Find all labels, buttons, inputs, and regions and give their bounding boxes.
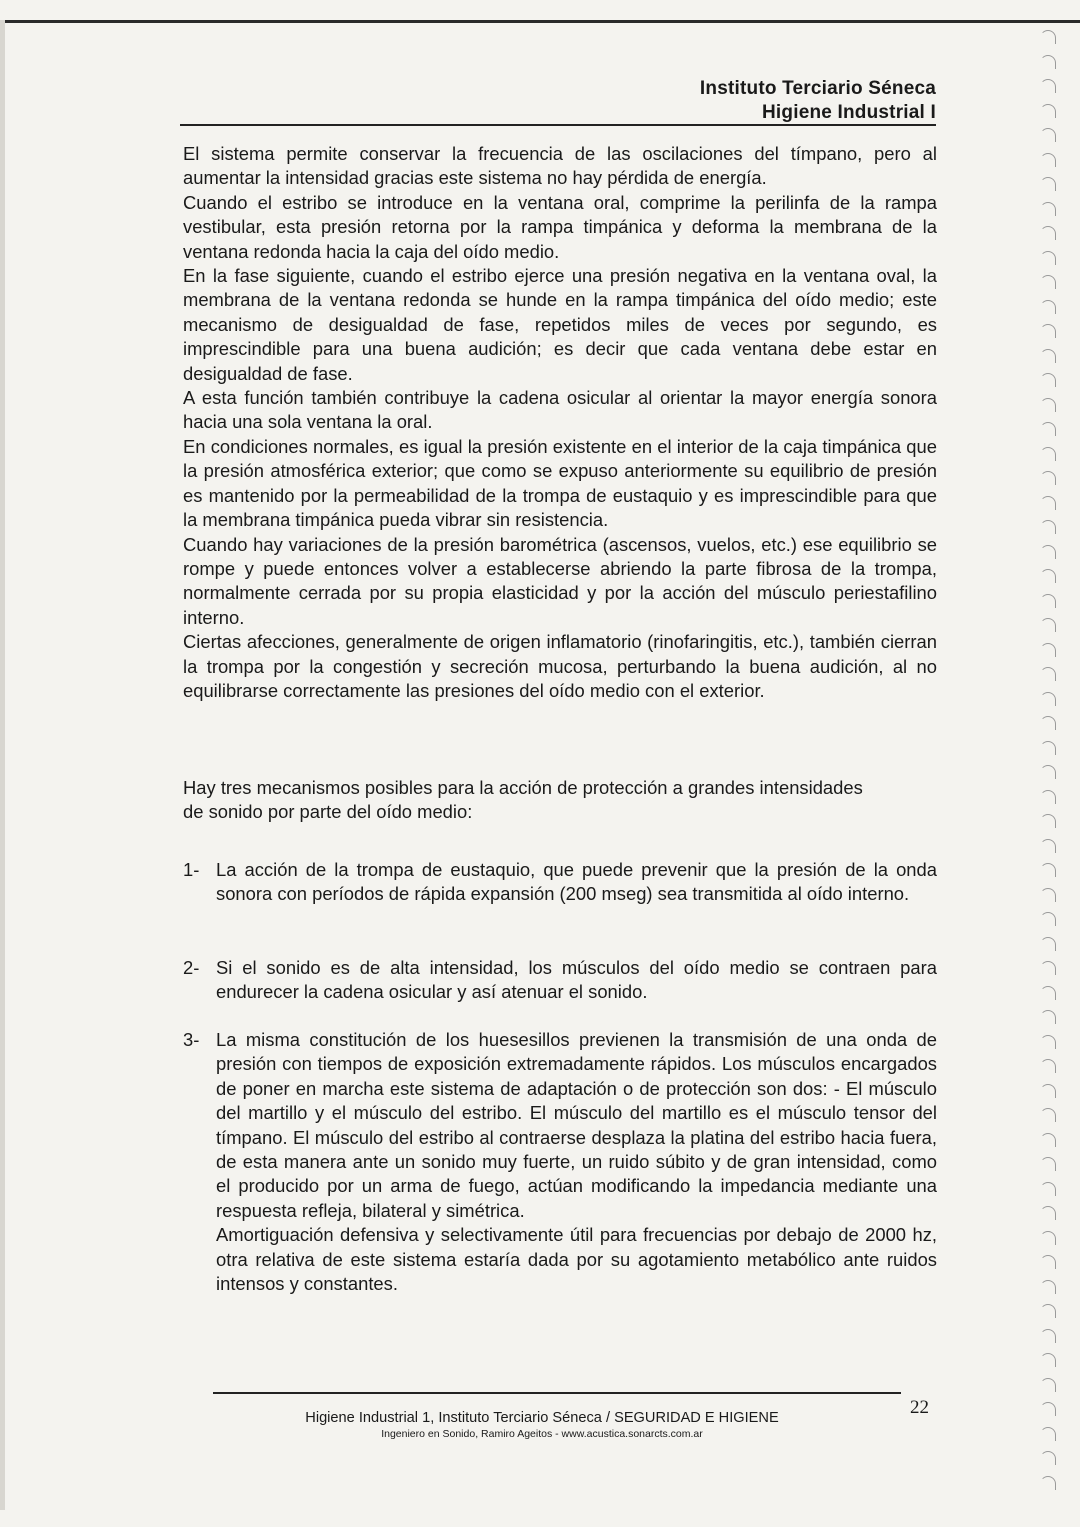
paragraph: En la fase siguiente, cuando el estribo ejerce una presión negativa en la ventana oval, la membrana de la ventana redonda se hunde en la rampa timpánica del oído medio; este mecanismo de desigualdad de fase, repetidos miles de veces por segundo, es imprescindible para una buena audición; es decir que cada ventana debe estar en desigualdad de fase. <box>183 265 937 384</box>
list-item-text <box>216 1028 937 1296</box>
list-item-paragraph: La misma constitución de los huesesillos previenen la transmisión de una onda de presión con tiempos de exposición extremadamente rápidos. Los músculos encargados de poner en marcha este sistema de adaptación o de protección son dos: - El músculo del martillo y el músculo del estribo. El músculo del martillo es el músculo tensor del tímpano. El músculo del estribo al contraerse desplaza la platina del estribo hacia fuera, de esta manera ante un sonido muy fuerte, un ruido súbito y de gran intensidad, como el producido por un arma de fuego, actúan modificando la impedancia mediante una respuesta refleja, bilateral y simétrica. <box>216 1029 937 1221</box>
body-text <box>183 142 937 703</box>
binding-ring <box>1040 398 1056 412</box>
binding-ring <box>1040 520 1056 534</box>
spiral-binding <box>1040 30 1066 1500</box>
list-item-number: 2- <box>183 957 200 978</box>
binding-ring <box>1040 275 1056 289</box>
binding-ring <box>1040 79 1056 93</box>
binding-ring <box>1040 594 1056 608</box>
binding-ring <box>1040 1476 1056 1490</box>
binding-ring <box>1040 1402 1056 1416</box>
binding-ring <box>1040 324 1056 338</box>
binding-ring <box>1040 912 1056 926</box>
binding-ring <box>1040 1182 1056 1196</box>
header-rule <box>180 124 936 126</box>
paragraph: El sistema permite conservar la frecuencia de las oscilaciones del tímpano, pero al aumentar la intensidad gracias este sistema no hay pérdida de energía. <box>183 143 937 189</box>
binding-ring <box>1040 1255 1056 1269</box>
binding-ring <box>1040 471 1056 485</box>
list-item-number: 1- <box>183 859 200 880</box>
binding-ring <box>1040 741 1056 755</box>
header-institute: Instituto Terciario Séneca <box>699 78 936 99</box>
paragraph: En condiciones normales, es igual la presión existente en el interior de la caja timpánica que la presión atmosférica exterior; que como se expuso anteriormente su equilibrio de presión es mantenido por la permeabilidad de la trompa de eustaquio y es imprescindible para que la membrana timpánica pueda vibrar sin resistencia. <box>183 435 937 531</box>
footer-author: Ingeniero en Sonido, Ramiro Ageitos - www.acustica.sonarcts.com.ar <box>381 1428 703 1440</box>
page-header <box>180 78 936 128</box>
binding-ring <box>1040 569 1056 583</box>
binding-ring <box>1040 177 1056 191</box>
binding-ring <box>1040 1427 1056 1441</box>
binding-ring <box>1040 1231 1056 1245</box>
binding-ring <box>1040 1280 1056 1294</box>
binding-ring <box>1040 349 1056 363</box>
list-item-text <box>216 956 937 1005</box>
footer-title: Higiene Industrial 1, Instituto Terciario Séneca / SEGURIDAD E HIGIENE <box>305 1410 779 1426</box>
binding-ring <box>1040 422 1056 436</box>
binding-ring <box>1040 30 1056 44</box>
binding-ring <box>1040 1133 1056 1147</box>
list-intro: Hay tres mecanismos posibles para la acción de protección a grandes intensidades de sonido por parte del oído medio: <box>183 777 863 823</box>
binding-ring <box>1040 202 1056 216</box>
binding-ring <box>1040 1451 1056 1465</box>
page-number: 22 <box>910 1397 929 1418</box>
list-item-paragraph: Amortiguación defensiva y selectivamente útil para frecuencias por debajo de 2000 hz, otra relativa de este sistema estaría dada por su agotamiento metabólico ante ruidos intensos y constantes. <box>216 1224 937 1295</box>
binding-ring <box>1040 839 1056 853</box>
paragraph: A esta función también contribuye la cadena osicular al orientar la mayor energía sonora hacia una sola ventana la oral. <box>183 387 937 433</box>
list-item-number: 3- <box>183 1029 200 1050</box>
binding-ring <box>1040 1059 1056 1073</box>
binding-ring <box>1040 1157 1056 1171</box>
binding-ring <box>1040 765 1056 779</box>
binding-ring <box>1040 1304 1056 1318</box>
list-item-text <box>216 858 937 907</box>
paragraph: Cuando hay variaciones de la presión barométrica (ascensos, vuelos, etc.) ese equilibrio se rompe y puede entonces volver a establecerse abriendo la parte fibrosa de la trompa, normalmente cerrada por su propia elasticidad y por la acción del músculo periestafilino interno. <box>183 533 937 628</box>
binding-ring <box>1040 692 1056 706</box>
binding-ring <box>1040 373 1056 387</box>
header-course: Higiene Industrial I <box>762 102 936 123</box>
binding-ring <box>1040 104 1056 118</box>
binding-ring <box>1040 618 1056 632</box>
binding-ring <box>1040 226 1056 240</box>
binding-ring <box>1040 1206 1056 1220</box>
binding-ring <box>1040 1329 1056 1343</box>
binding-ring <box>1040 1378 1056 1392</box>
binding-ring <box>1040 814 1056 828</box>
binding-ring <box>1040 888 1056 902</box>
binding-ring <box>1040 1353 1056 1367</box>
binding-ring <box>1040 986 1056 1000</box>
binding-ring <box>1040 643 1056 657</box>
binding-ring <box>1040 1084 1056 1098</box>
binding-ring <box>1040 1010 1056 1024</box>
list-item-paragraph: La acción de la trompa de eustaquio, que puede prevenir que la presión de la onda sonora con períodos de rápida expansión (200 mseg) sea transmitida al oído interno. <box>216 859 937 905</box>
binding-ring <box>1040 496 1056 510</box>
paragraph: Ciertas afecciones, generalmente de origen inflamatorio (rinofaringitis, etc.), también cierran la trompa por la congestión y secreción mucosa, perturbando la buena audición, al no equilibrarse correctamente las presiones del oído medio con el exterior. <box>183 631 937 701</box>
binding-ring <box>1040 667 1056 681</box>
scan-left-edge <box>0 20 5 1510</box>
binding-ring <box>1040 1108 1056 1122</box>
binding-ring <box>1040 863 1056 877</box>
binding-ring <box>1040 251 1056 265</box>
binding-ring <box>1040 937 1056 951</box>
binding-ring <box>1040 716 1056 730</box>
binding-ring <box>1040 153 1056 167</box>
binding-ring <box>1040 55 1056 69</box>
binding-ring <box>1040 545 1056 559</box>
binding-ring <box>1040 961 1056 975</box>
footer-rule <box>213 1392 901 1394</box>
paragraph: Cuando el estribo se introduce en la ventana oral, comprime la perilinfa de la rampa vestibular, esta presión retorna por la rampa timpánica y deforma la membrana de la ventana redonda hacia la caja del oído medio. <box>183 191 937 262</box>
binding-ring <box>1040 128 1056 142</box>
binding-ring <box>1040 790 1056 804</box>
scan-top-edge <box>0 20 1080 23</box>
list-item-paragraph: Si el sonido es de alta intensidad, los músculos del oído medio se contraen para endurecer la cadena osicular y así atenuar el sonido. <box>216 957 937 1003</box>
binding-ring <box>1040 1035 1056 1049</box>
binding-ring <box>1040 300 1056 314</box>
binding-ring <box>1040 447 1056 461</box>
